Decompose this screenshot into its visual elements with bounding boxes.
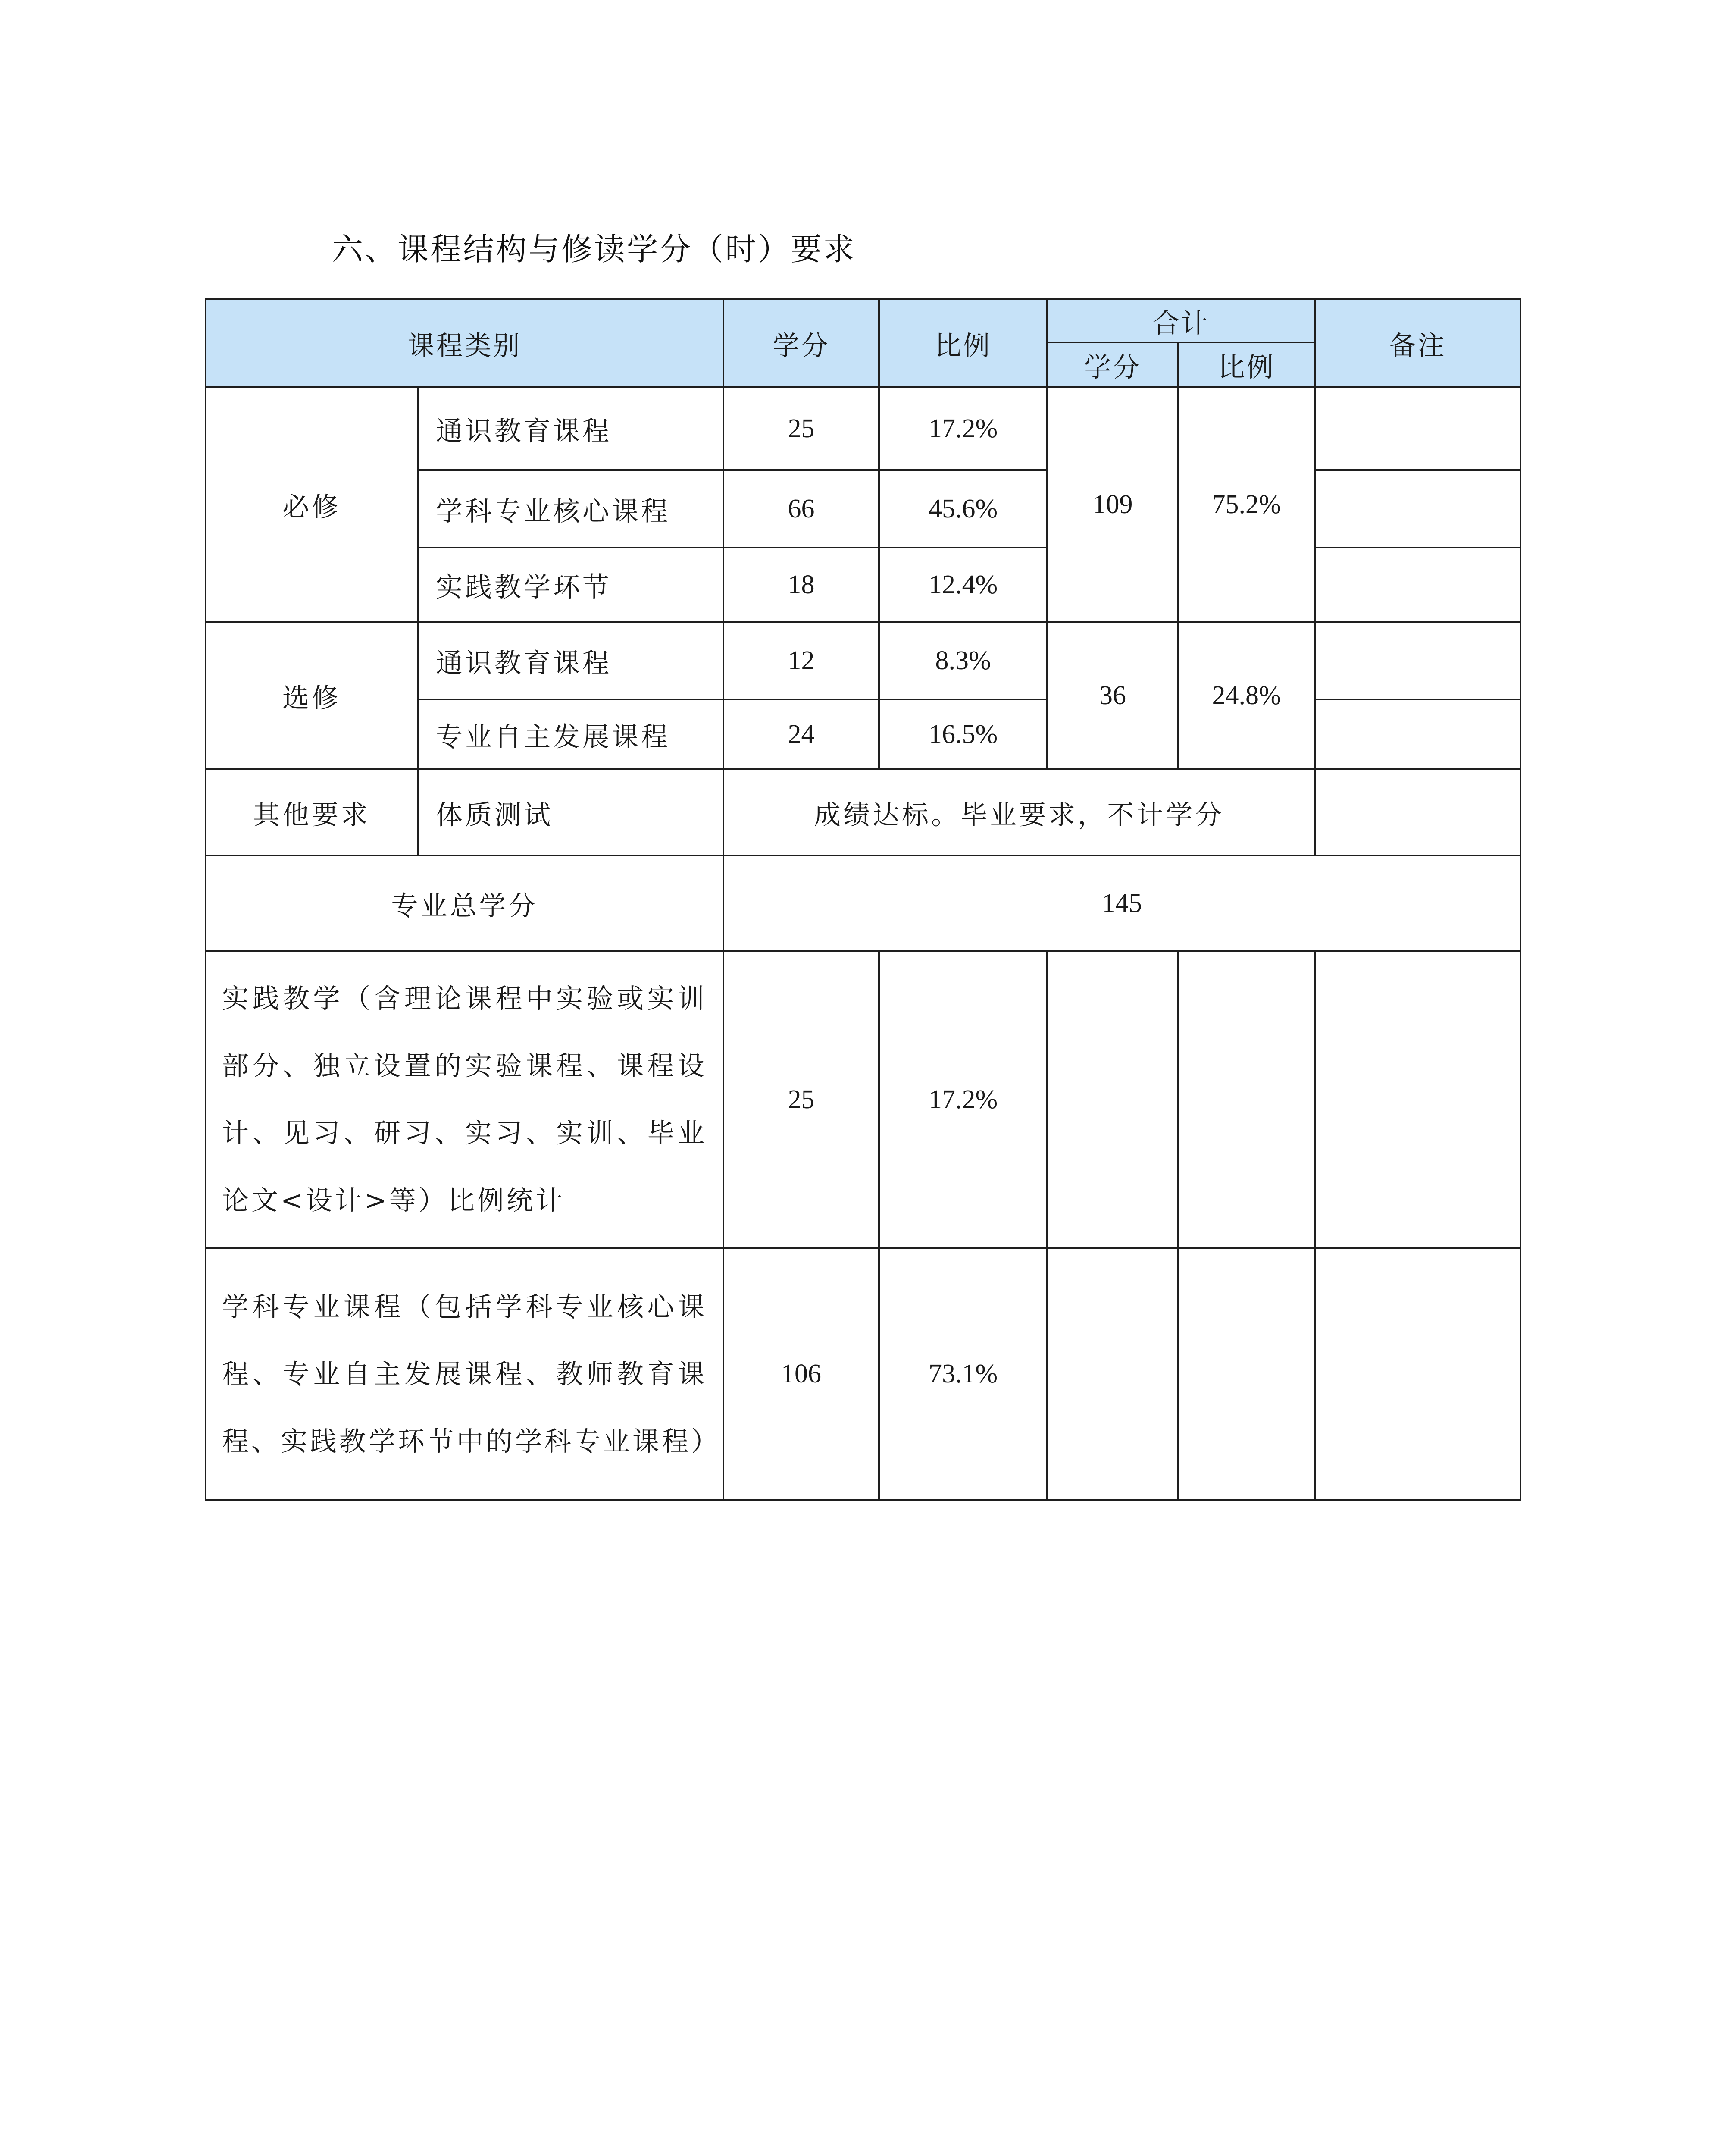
other-name: 体质测试 xyxy=(418,769,723,856)
table-row xyxy=(206,622,1520,699)
discipline-stats-credits: 106 xyxy=(723,1248,879,1500)
elective-row-credits: 12 xyxy=(723,622,879,699)
remarks-cell xyxy=(1315,1248,1520,1500)
total-program-value: 145 xyxy=(723,856,1520,951)
header-total: 合计 xyxy=(1047,299,1315,342)
required-row-name: 通识教育课程 xyxy=(418,387,723,470)
table-row xyxy=(206,1248,1520,1500)
table-row xyxy=(206,951,1520,1248)
other-note: 成绩达标。毕业要求，不计学分 xyxy=(723,769,1315,856)
elective-label: 选修 xyxy=(206,622,418,769)
header-ratio: 比例 xyxy=(879,299,1047,387)
required-total-ratio: 75.2% xyxy=(1178,387,1315,622)
empty-cell xyxy=(1047,1248,1178,1500)
elective-row-name: 专业自主发展课程 xyxy=(418,699,723,769)
empty-cell xyxy=(1178,1248,1315,1500)
header-remarks: 备注 xyxy=(1315,299,1520,387)
required-row-credits: 25 xyxy=(723,387,879,470)
required-row-name: 实践教学环节 xyxy=(418,548,723,622)
table-row xyxy=(206,856,1520,951)
discipline-stats-label: 学科专业课程（包括学科专业核心课程、专业自主发展课程、教师教育课程、实践教学环节中的学科专业课程） xyxy=(206,1248,723,1500)
required-label: 必修 xyxy=(206,387,418,622)
elective-row-credits: 24 xyxy=(723,699,879,769)
empty-cell xyxy=(1178,951,1315,1248)
section-title: 六、课程结构与修读学分（时）要求 xyxy=(332,231,857,267)
elective-row-name: 通识教育课程 xyxy=(418,622,723,699)
required-total-credits: 109 xyxy=(1047,387,1178,622)
elective-row-ratio: 8.3% xyxy=(879,622,1047,699)
required-row-ratio: 17.2% xyxy=(879,387,1047,470)
remarks-cell xyxy=(1315,548,1520,622)
header-credits: 学分 xyxy=(723,299,879,387)
remarks-cell xyxy=(1315,622,1520,699)
practice-stats-label: 实践教学（含理论课程中实验或实训部分、独立设置的实验课程、课程设计、见习、研习、实习、实训、毕业论文<设计>等）比例统计 xyxy=(206,951,723,1248)
remarks-cell xyxy=(1315,951,1520,1248)
table-row xyxy=(206,769,1520,856)
table-row xyxy=(206,387,1520,470)
header-total-ratio: 比例 xyxy=(1178,342,1315,387)
elective-total-ratio: 24.8% xyxy=(1178,622,1315,769)
required-row-ratio: 45.6% xyxy=(879,470,1047,548)
header-category: 课程类别 xyxy=(206,299,723,387)
empty-cell xyxy=(1047,951,1178,1248)
elective-row-ratio: 16.5% xyxy=(879,699,1047,769)
credit-structure-table xyxy=(205,298,1521,1501)
required-row-name: 学科专业核心课程 xyxy=(418,470,723,548)
practice-stats-ratio: 17.2% xyxy=(879,951,1047,1248)
total-program-label: 专业总学分 xyxy=(206,856,723,951)
required-row-ratio: 12.4% xyxy=(879,548,1047,622)
remarks-cell xyxy=(1315,699,1520,769)
remarks-cell xyxy=(1315,470,1520,548)
discipline-stats-ratio: 73.1% xyxy=(879,1248,1047,1500)
remarks-cell xyxy=(1315,769,1520,856)
elective-total-credits: 36 xyxy=(1047,622,1178,769)
remarks-cell xyxy=(1315,387,1520,470)
practice-stats-credits: 25 xyxy=(723,951,879,1248)
header-total-credits: 学分 xyxy=(1047,342,1178,387)
required-row-credits: 66 xyxy=(723,470,879,548)
other-label: 其他要求 xyxy=(206,769,418,856)
required-row-credits: 18 xyxy=(723,548,879,622)
